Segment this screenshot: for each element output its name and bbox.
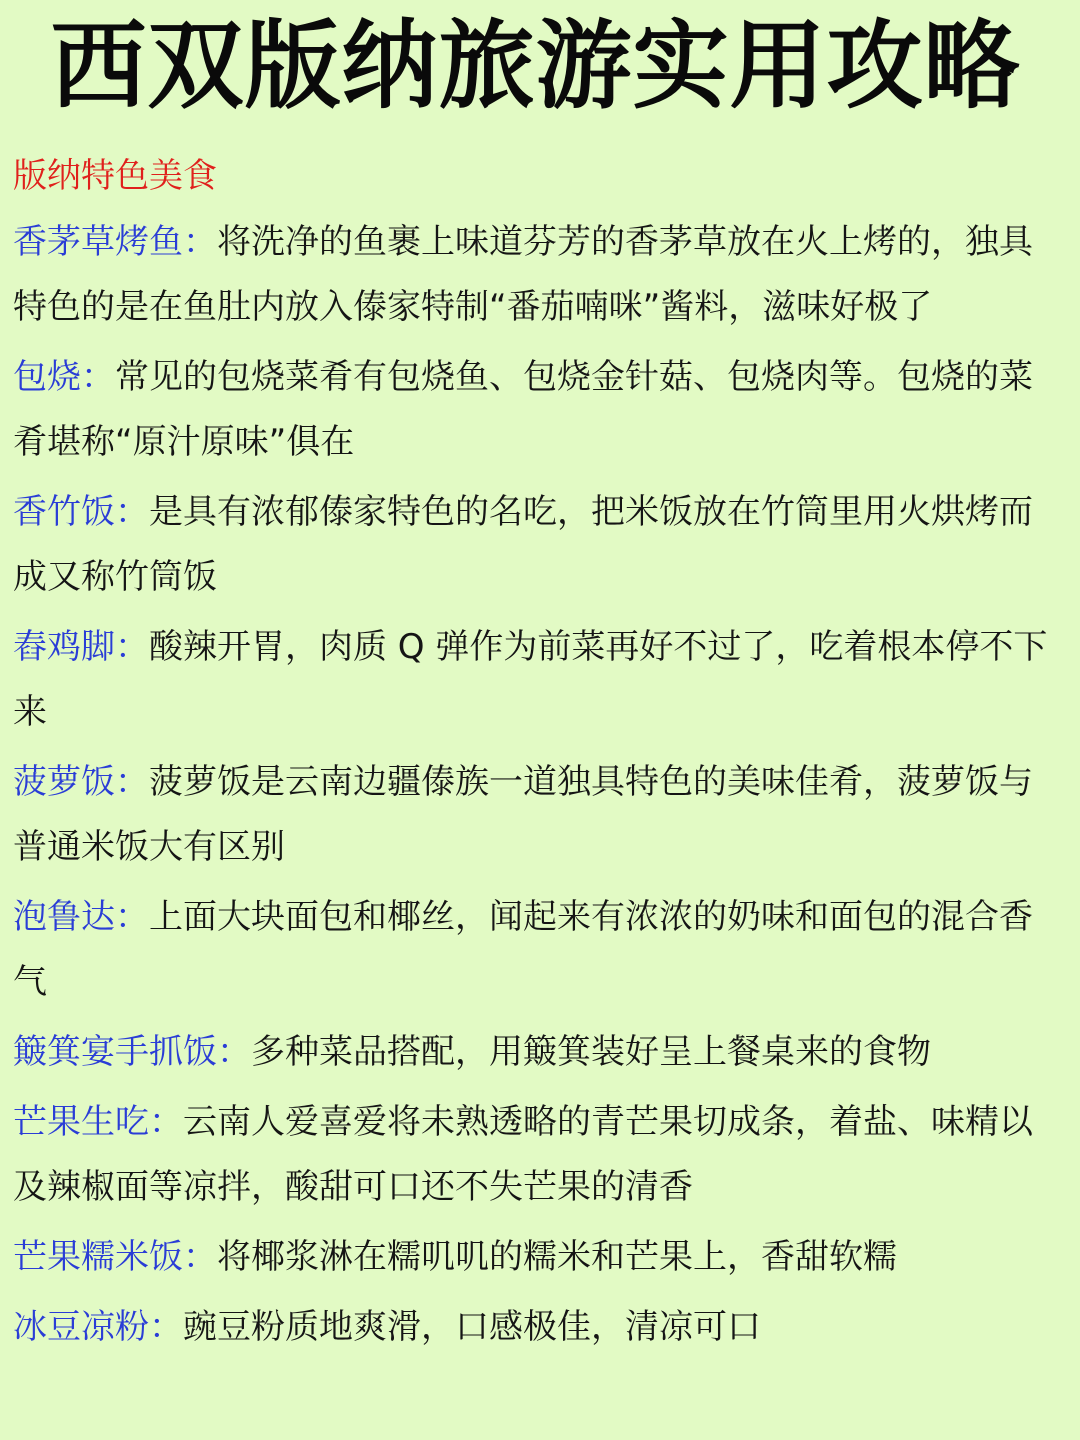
food-description: 酸辣开胃，肉质 Q 弹作为前菜再好不过了，吃着根本停不下来 bbox=[13, 627, 1048, 732]
food-term: 包烧： bbox=[13, 357, 115, 397]
food-term: 菠萝饭： bbox=[13, 762, 149, 802]
food-list bbox=[13, 210, 1058, 1360]
food-description: 豌豆粉质地爽滑，口感极佳，清凉可口 bbox=[183, 1307, 761, 1347]
food-term: 舂鸡脚： bbox=[13, 627, 149, 667]
food-description: 将洗净的鱼裹上味道芬芳的香茅草放在火上烤的，独具特色的是在鱼肚内放入傣家特制“番茄喃咪”酱料，滋味好极了 bbox=[13, 222, 1033, 327]
food-item-pineapple-rice bbox=[13, 750, 1058, 880]
food-description: 将椰浆淋在糯叽叽的糯米和芒果上，香甜软糯 bbox=[217, 1237, 897, 1277]
section-heading: 版纳特色美食 bbox=[13, 156, 217, 196]
food-description: 常见的包烧菜肴有包烧鱼、包烧金针菇、包烧肉等。包烧的菜肴堪称“原汁原味”俱在 bbox=[13, 357, 1033, 462]
food-description: 是具有浓郁傣家特色的名吃，把米饭放在竹筒里用火烘烤而成又称竹筒饭 bbox=[13, 492, 1033, 597]
food-description: 云南人爱喜爱将未熟透略的青芒果切成条，着盐、味精以及辣椒面等凉拌，酸甜可口还不失芒果的清香 bbox=[13, 1102, 1033, 1207]
food-term: 芒果生吃： bbox=[13, 1102, 183, 1142]
food-term: 冰豆凉粉： bbox=[13, 1307, 183, 1347]
food-term: 香茅草烤鱼： bbox=[13, 222, 217, 262]
food-description: 上面大块面包和椰丝，闻起来有浓浓的奶味和面包的混合香气 bbox=[13, 897, 1033, 1002]
food-item-mango-sticky-rice bbox=[13, 1225, 1058, 1290]
food-item-chicken-feet bbox=[13, 615, 1058, 745]
food-item-baoshao bbox=[13, 345, 1058, 475]
food-term: 芒果糯米饭： bbox=[13, 1237, 217, 1277]
food-item-grilled-fish bbox=[13, 210, 1058, 340]
food-item-raw-mango bbox=[13, 1090, 1058, 1220]
food-term: 泡鲁达： bbox=[13, 897, 149, 937]
food-description: 菠萝饭是云南边疆傣族一道独具特色的美味佳肴，菠萝饭与普通米饭大有区别 bbox=[13, 762, 1033, 867]
food-term: 香竹饭： bbox=[13, 492, 149, 532]
food-item-dustpan-feast bbox=[13, 1020, 1058, 1085]
food-description: 多种菜品搭配，用簸箕装好呈上餐桌来的食物 bbox=[251, 1032, 931, 1072]
food-item-bamboo-rice bbox=[13, 480, 1058, 610]
food-term: 簸箕宴手抓饭： bbox=[13, 1032, 251, 1072]
page-title: 西双版纳旅游实用攻略 bbox=[50, 10, 1021, 122]
food-item-paoluda bbox=[13, 885, 1058, 1015]
food-item-pea-jelly bbox=[13, 1295, 1058, 1360]
